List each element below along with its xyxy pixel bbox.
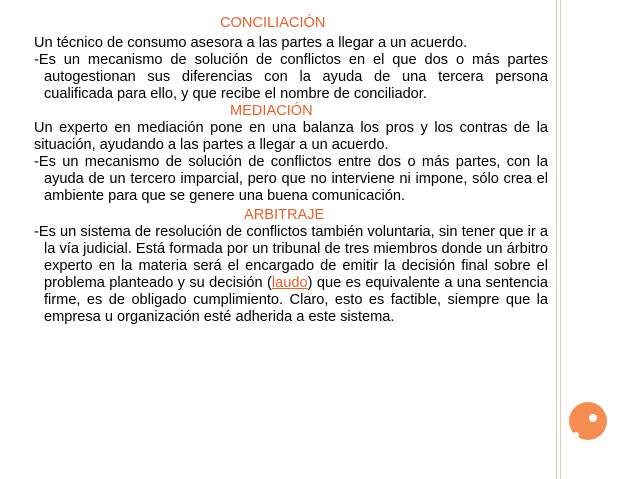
slide-border-line xyxy=(556,0,557,479)
heading-conciliacion: CONCILIACIÓN xyxy=(220,15,326,31)
mediacion-summary: Un experto en mediación pone en una balanza los pros y los contras de la situación, ayudando a las partes a llegar a un acuerdo. xyxy=(34,120,548,153)
arbitraje-text-start: -Es un sistema de resolución de conflictos también voluntaria, sin tener que ir a la vía judicial. Está formada por un tribunal de tres miembros donde un árbitro experto en la materia será el encargado de emitir la decisión final sobre el problema planteado y su decisión ( xyxy=(34,224,548,291)
heading-mediacion: MEDIACIÓN xyxy=(230,103,313,119)
slide-content xyxy=(34,15,548,326)
conciliacion-summary: Un técnico de consumo asesora a las partes a llegar a un acuerdo. xyxy=(34,35,468,51)
decorative-dot-icon xyxy=(589,414,597,422)
arbitraje-definition xyxy=(34,224,548,326)
heading-arbitraje: ARBITRAJE xyxy=(244,207,325,223)
laudo-link[interactable]: laudo xyxy=(271,275,308,291)
slide-border-line xyxy=(560,0,561,479)
decorative-dot-icon xyxy=(573,432,579,438)
conciliacion-definition: -Es un mecanismo de solución de conflictos en el que dos o más partes autogestionan sus diferencias con la ayuda de una tercera persona cualificada para ello, y que recibe el nombre de conciliador. xyxy=(34,52,548,102)
arbitraje-text-end: ) que es equivalente a una sentencia firme, es de obligado cumplimiento. Claro, esto es factible, siempre que la empresa u organización esté adherida a este sistema. xyxy=(44,275,548,325)
mediacion-definition: -Es un mecanismo de solución de conflictos entre dos o más partes, con la ayuda de un tercero imparcial, pero que no interviene ni impone, sólo crea el ambiente para que se genere una buena comunicación. xyxy=(34,154,548,204)
